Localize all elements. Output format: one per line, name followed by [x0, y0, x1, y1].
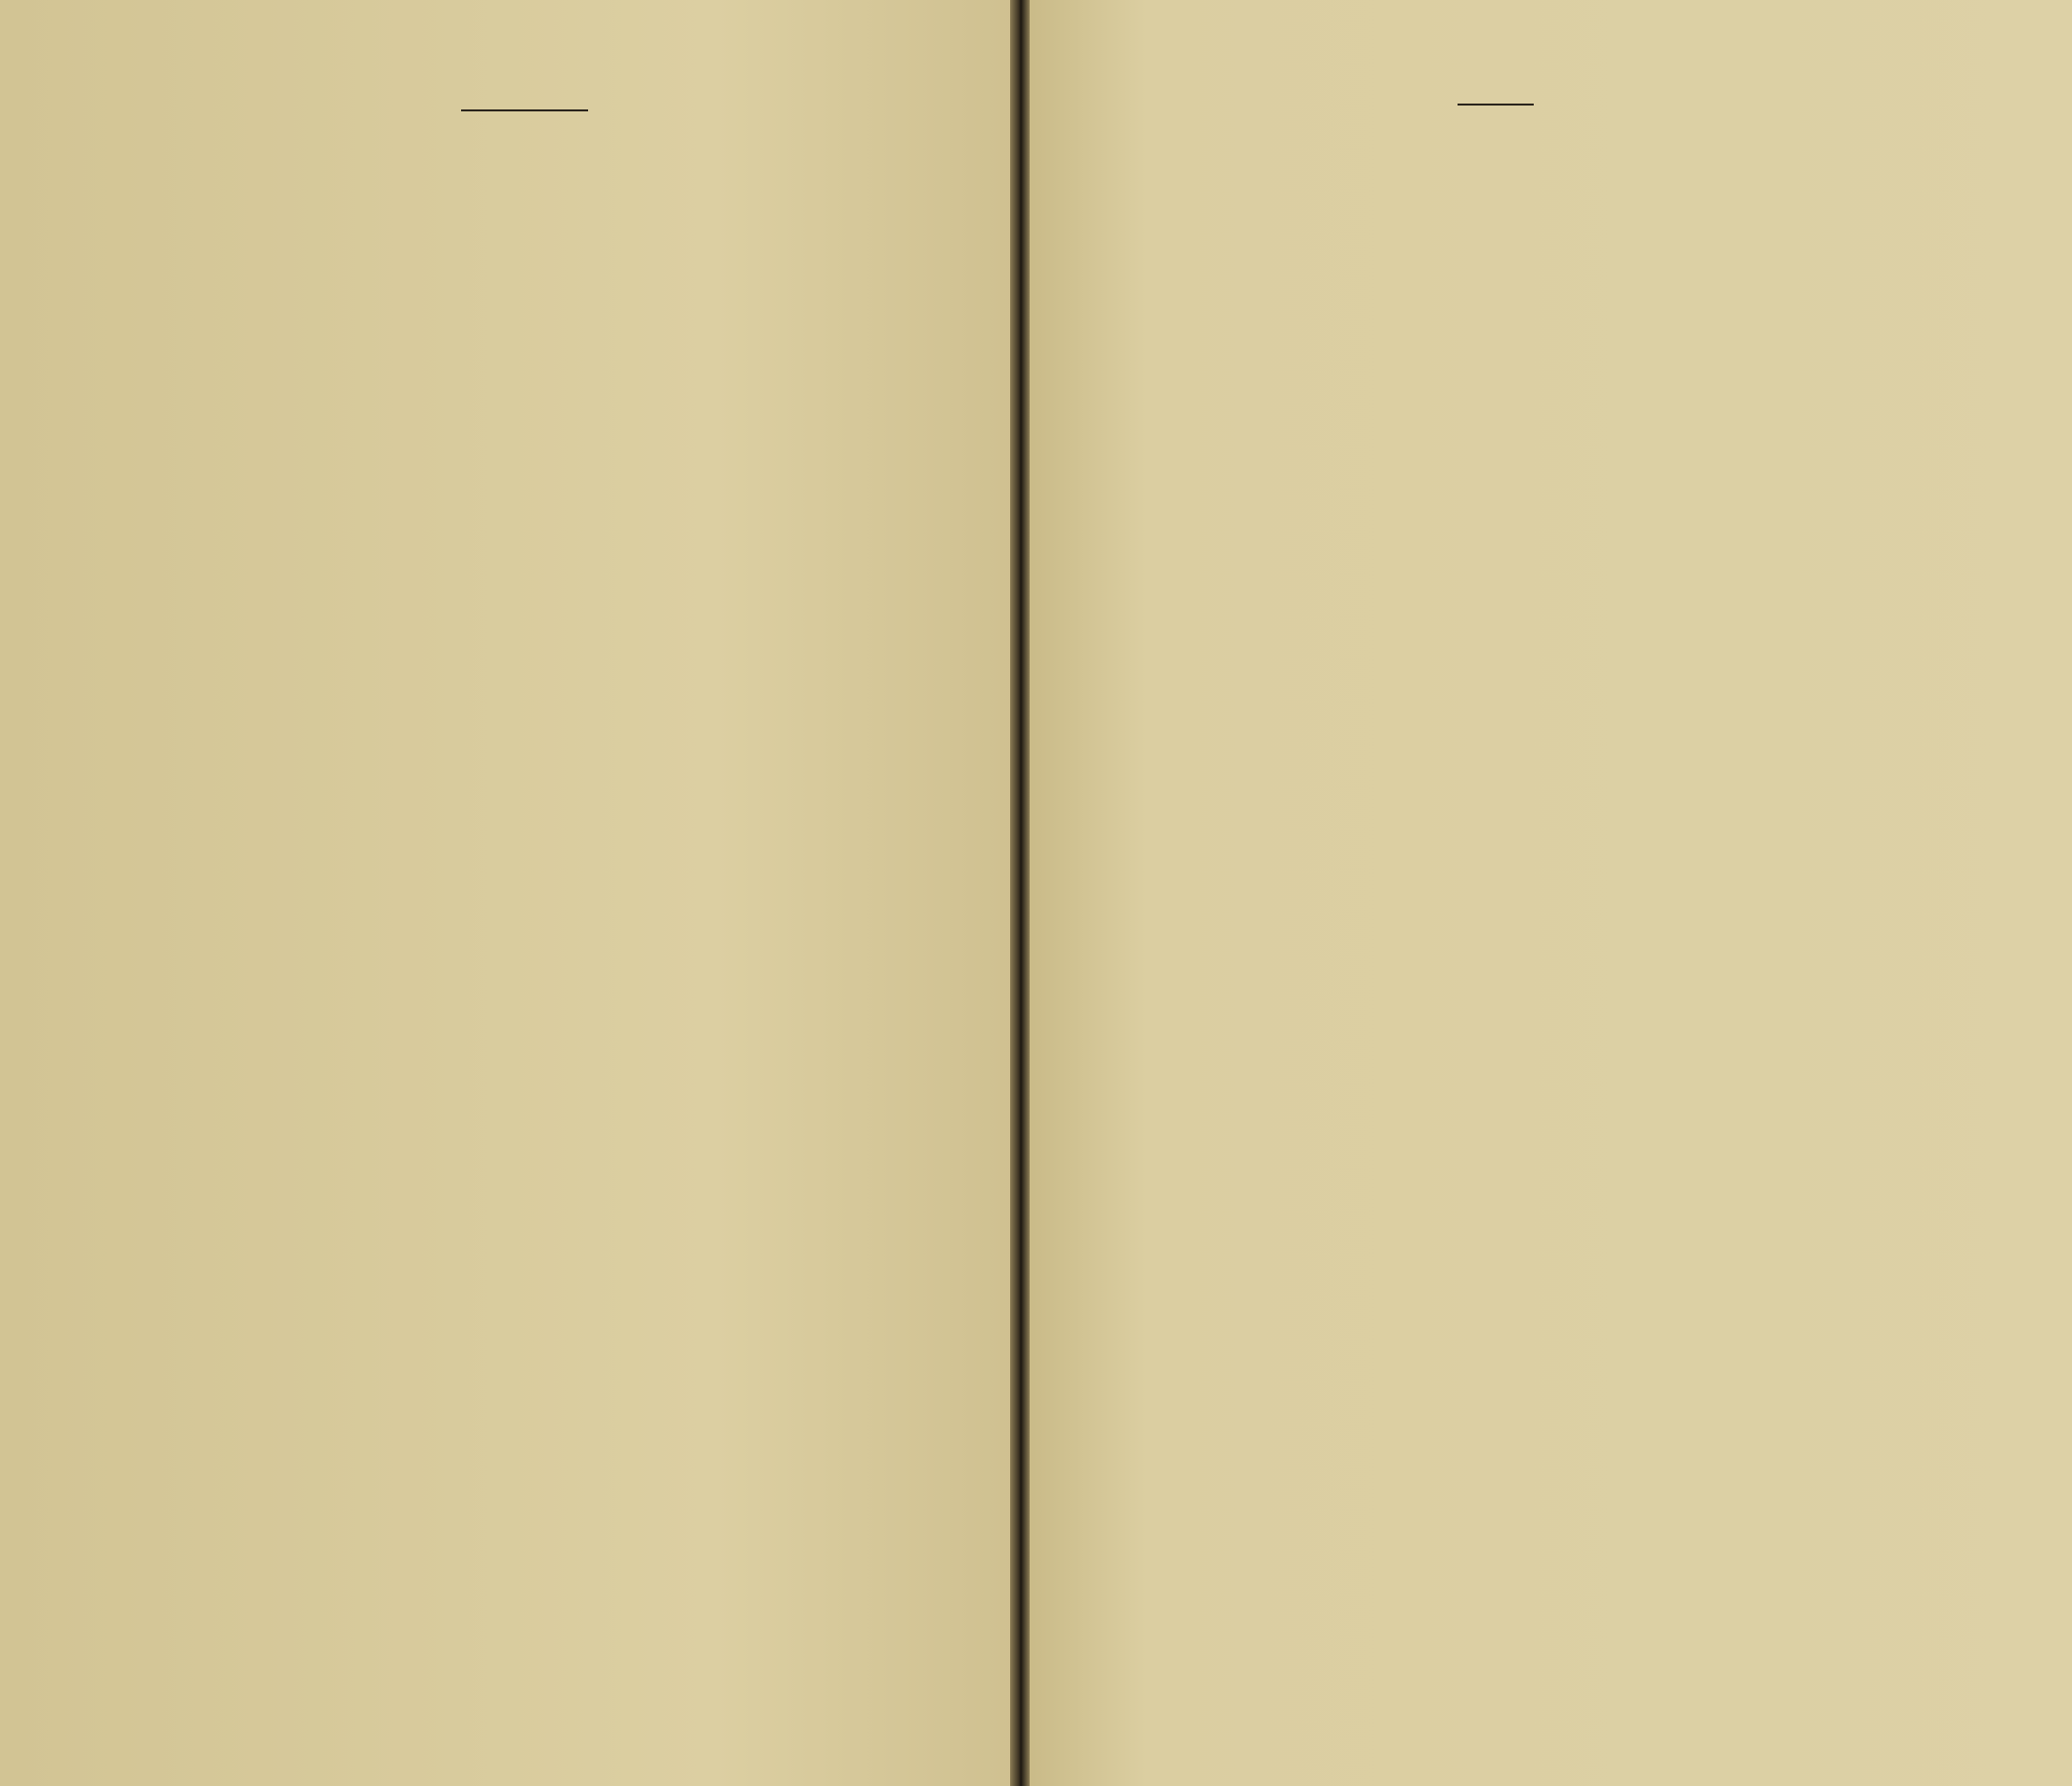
page-number-left — [461, 109, 588, 111]
right-page — [1020, 0, 2072, 1786]
left-page — [0, 0, 1020, 1786]
page-number-right — [1458, 104, 1534, 106]
book-gutter — [1010, 0, 1030, 1786]
